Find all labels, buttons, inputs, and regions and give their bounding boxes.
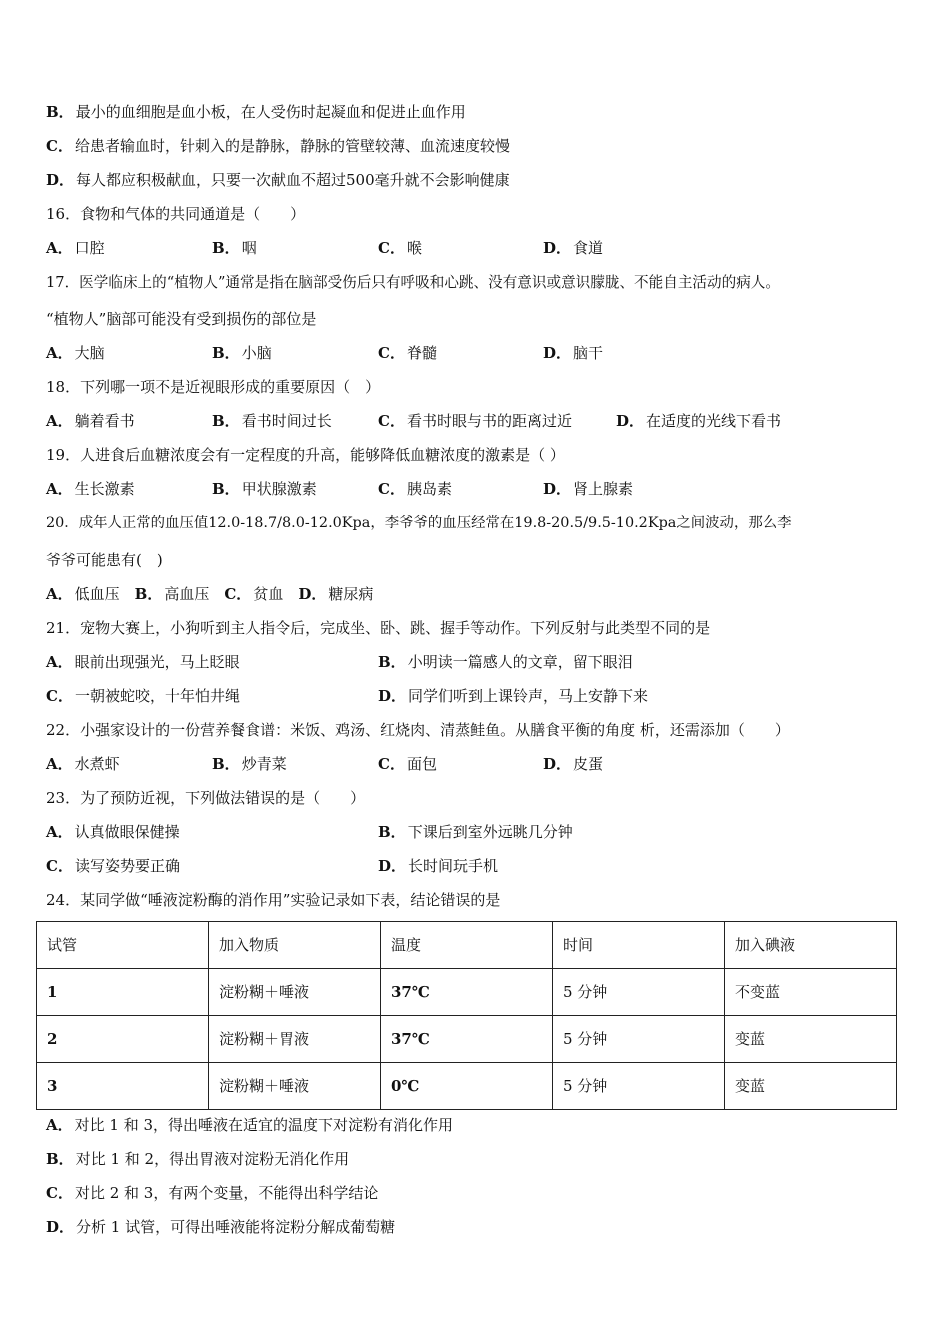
q19-option-c: C． 胰岛素 [378, 480, 452, 498]
table-cell: 1 [37, 969, 209, 1016]
table-header-cell: 温度 [381, 922, 553, 969]
q18-option-b: B． 看书时间过长 [212, 412, 332, 430]
q21-option-d: D． 同学们听到上课铃声，马上安静下来 [378, 687, 649, 705]
table-cell: 37℃ [381, 1016, 553, 1063]
q17-stem-line2: “植物人”脑部可能没有受到损伤的部位是 [46, 310, 317, 328]
table-cell: 2 [37, 1016, 209, 1063]
table-cell: 5 分钟 [553, 1063, 725, 1110]
q16-option-c: C． 喉 [378, 239, 422, 257]
q18-stem: 18．下列哪一项不是近视眼形成的重要原因（ ） [46, 378, 381, 396]
q19-option-a: A． 生长激素 [46, 480, 135, 498]
table-cell: 3 [37, 1063, 209, 1110]
q20-stem-line1: 20．成年人正常的血压值12.0-18.7/8.0-12.0Kpa，李爷爷的血压经常在19.8-20.5/9.5-10.2Kpa之间波动，那么李 [46, 515, 792, 531]
table-cell: 淀粉糊＋唾液 [209, 969, 381, 1016]
table-header-cell: 加入物质 [209, 922, 381, 969]
table-cell: 5 分钟 [553, 969, 725, 1016]
q20-stem-line2: 爷爷可能患有( ) [46, 551, 163, 569]
q17-option-d: D． 脑干 [543, 344, 604, 362]
table-header-cell: 试管 [37, 922, 209, 969]
q15-option-b: B． 最小的血细胞是血小板，在人受伤时起凝血和促进止血作用 [46, 103, 466, 121]
table-header-cell: 时间 [553, 922, 725, 969]
q23-option-a: A． 认真做眼保健操 [46, 823, 180, 841]
table-cell: 变蓝 [725, 1016, 897, 1063]
q21-stem: 21．宠物大赛上，小狗听到主人指令后，完成坐、卧、跳、握手等动作。下列反射与此类型不同的是 [46, 619, 711, 637]
q23-stem: 23．为了预防近视，下列做法错误的是（ ） [46, 789, 366, 807]
q21-option-b: B． 小明读一篇感人的文章，留下眼泪 [378, 653, 633, 671]
q21-option-a: A． 眼前出现强光，马上眨眼 [46, 653, 240, 671]
table-header-cell: 加入碘液 [725, 922, 897, 969]
table-cell: 37℃ [381, 969, 553, 1016]
table-cell: 淀粉糊＋胃液 [209, 1016, 381, 1063]
q16-option-b: B． 咽 [212, 239, 257, 257]
table-row [37, 969, 897, 1016]
table-row [37, 1063, 897, 1110]
q22-option-b: B． 炒青菜 [212, 755, 287, 773]
q16-option-d: D． 食道 [543, 239, 604, 257]
q22-option-d: D． 皮蛋 [543, 755, 604, 773]
q18-option-c: C． 看书时眼与书的距离过近 [378, 412, 572, 430]
table-cell: 0℃ [381, 1063, 553, 1110]
q15-option-d: D． 每人都应积极献血，只要一次献血不超过500毫升就不会影响健康 [46, 171, 510, 189]
q18-option-a: A． 躺着看书 [46, 412, 135, 430]
q19-option-d: D． 肾上腺素 [543, 480, 634, 498]
q23-option-c: C． 读写姿势要正确 [46, 857, 180, 875]
experiment-table [36, 921, 897, 1110]
q24-option-d: D． 分析 1 试管，可得出唾液能将淀粉分解成葡萄糖 [46, 1218, 396, 1236]
q22-option-c: C． 面包 [378, 755, 437, 773]
q17-option-a: A． 大脑 [46, 344, 105, 362]
q19-option-b: B． 甲状腺激素 [212, 480, 317, 498]
q24-stem: 24．某同学做“唾液淀粉酶的消作用”实验记录如下表，结论错误的是 [46, 891, 501, 909]
q20-options: A． 低血压 B． 高血压 C． 贫血 D． 糖尿病 [46, 585, 374, 603]
q16-stem: 16．食物和气体的共同通道是（ ） [46, 205, 306, 223]
q17-option-b: B． 小脑 [212, 344, 272, 362]
table-cell: 5 分钟 [553, 1016, 725, 1063]
table-cell: 变蓝 [725, 1063, 897, 1110]
q19-stem: 19．人进食后血糖浓度会有一定程度的升高，能够降低血糖浓度的激素是（ ） [46, 446, 565, 464]
q24-option-a: A． 对比 1 和 3，得出唾液在适宜的温度下对淀粉有消化作用 [46, 1116, 454, 1134]
q22-option-a: A． 水煮虾 [46, 755, 120, 773]
q17-option-c: C． 脊髓 [378, 344, 437, 362]
table-row [37, 1016, 897, 1063]
table-cell: 淀粉糊＋唾液 [209, 1063, 381, 1110]
table-header-row [37, 922, 897, 969]
q21-option-c: C． 一朝被蛇咬，十年怕井绳 [46, 687, 240, 705]
q18-option-d: D． 在适度的光线下看书 [616, 412, 782, 430]
q24-option-b: B． 对比 1 和 2，得出胃液对淀粉无消化作用 [46, 1150, 350, 1168]
q16-option-a: A． 口腔 [46, 239, 105, 257]
q24-option-c: C． 对比 2 和 3，有两个变量，不能得出科学结论 [46, 1184, 379, 1202]
q15-option-c: C． 给患者输血时，针刺入的是静脉，静脉的管壁较薄、血流速度较慢 [46, 137, 510, 155]
table-cell: 不变蓝 [725, 969, 897, 1016]
q17-stem-line1: 17．医学临床上的“植物人”通常是指在脑部受伤后只有呼吸和心跳、没有意识或意识朦胧、不能自主活动的病人。 [46, 274, 780, 291]
q23-option-d: D． 长时间玩手机 [378, 857, 499, 875]
q23-option-b: B． 下课后到室外远眺几分钟 [378, 823, 573, 841]
q22-stem: 22．小强家设计的一份营养餐食谱：米饭、鸡汤、红烧肉、清蒸鲑鱼。从膳食平衡的角度 析，还需添加（ ） [46, 721, 790, 739]
